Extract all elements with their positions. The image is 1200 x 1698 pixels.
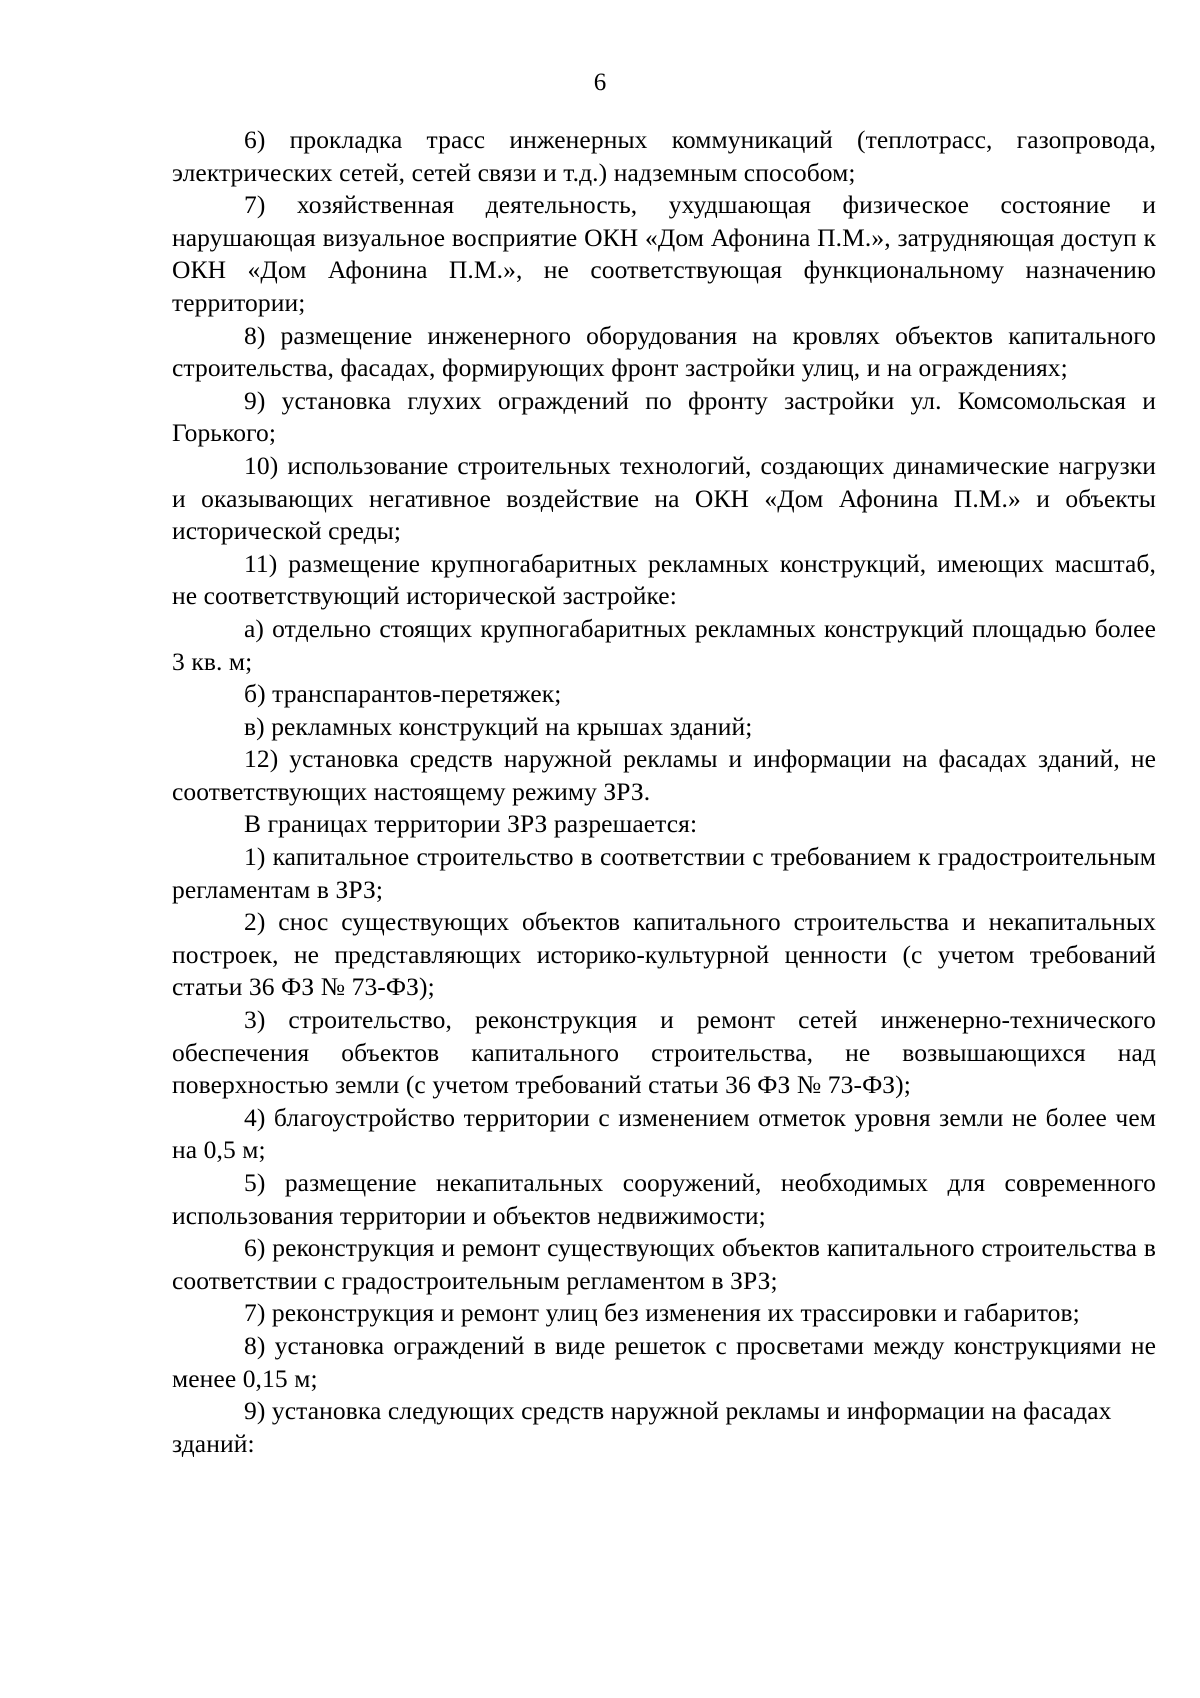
paragraph-prohibited-11c: в) рекламных конструкций на крышах зданий; <box>244 711 753 741</box>
paragraph-prohibited-11b: б) транспарантов-перетяжек; <box>244 679 562 709</box>
paragraph-permitted-3: 3) строительство, реконструкция и ремонт сетей инженерно-технического обеспечения объектов капитального строительства, не возвышающихся над поверхностью земли (с учетом требований статьи 36 ФЗ № 73-ФЗ); <box>172 1005 1156 1100</box>
paragraph-prohibited-7: 7) хозяйственная деятельность, ухудшающая физическое состояние и нарушающая визуальное восприятие ОКН «Дом Афонина П.М.», затрудняющая доступ к ОКН «Дом Афонина П.М.», не соответствующая функциональному назначению территории; <box>172 190 1156 317</box>
section-heading-permitted: В границах территории ЗРЗ разрешается: <box>244 809 698 839</box>
page-number: 6 <box>593 69 607 96</box>
paragraph-permitted-5: 5) размещение некапитальных сооружений, необходимых для современного использования территории и объектов недвижимости; <box>172 1168 1156 1230</box>
paragraph-permitted-4: 4) благоустройство территории с изменением отметок уровня земли не более чем на 0,5 м; <box>172 1102 1156 1165</box>
paragraph-permitted-6: 6) реконструкция и ремонт существующих объектов капитального строительства в соответствии с градостроительным регламентом в ЗРЗ; <box>172 1233 1156 1295</box>
paragraph-permitted-8: 8) установка ограждений в виде решеток с просветами между конструкциями не менее 0,15 м; <box>172 1330 1156 1393</box>
paragraph-prohibited-9: 9) установка глухих ограждений по фронту застройки ул. Комсомольская и Горького; <box>172 385 1156 448</box>
paragraph-prohibited-12: 12) установка средств наружной рекламы и информации на фасадах зданий, не соответствующих настоящему режиму ЗРЗ. <box>172 744 1156 806</box>
paragraph-prohibited-11a: а) отдельно стоящих крупногабаритных рекламных конструкций площадью более 3 кв. м; <box>172 613 1156 676</box>
paragraph-permitted-2: 2) снос существующих объектов капитального строительства и некапитальных построек, не представляющих историко-культурной ценности (с учетом требований статьи 36 ФЗ № 73-ФЗ); <box>172 907 1156 1002</box>
paragraph-prohibited-8: 8) размещение инженерного оборудования на кровлях объектов капитального строительства, фасадах, формирующих фронт застройки улиц, и на ограждениях; <box>172 320 1156 383</box>
paragraph-permitted-7: 7) реконструкция и ремонт улиц без изменения их трассировки и габаритов; <box>244 1298 1080 1328</box>
paragraph-prohibited-10: 10) использование строительных технологий, создающих динамические нагрузки и оказывающих негативное воздействие на ОКН «Дом Афонина П.М.» и объекты исторической среды; <box>172 450 1156 546</box>
paragraph-permitted-1: 1) капитальное строительство в соответствии с требованием к градостроительным регламентам в ЗРЗ; <box>172 842 1156 904</box>
paragraph-prohibited-11: 11) размещение крупногабаритных рекламных конструкций, имеющих масштаб, не соответствующий исторической застройке: <box>172 548 1156 611</box>
document-body <box>172 124 1156 1460</box>
paragraph-prohibited-6: 6) прокладка трасс инженерных коммуникаций (теплотрасс, газопровода, электрических сетей, сетей связи и т.д.) надземным способом; <box>172 125 1156 187</box>
paragraph-permitted-9: 9) установка следующих средств наружной рекламы и информации на фасадах зданий: <box>172 1396 1112 1458</box>
